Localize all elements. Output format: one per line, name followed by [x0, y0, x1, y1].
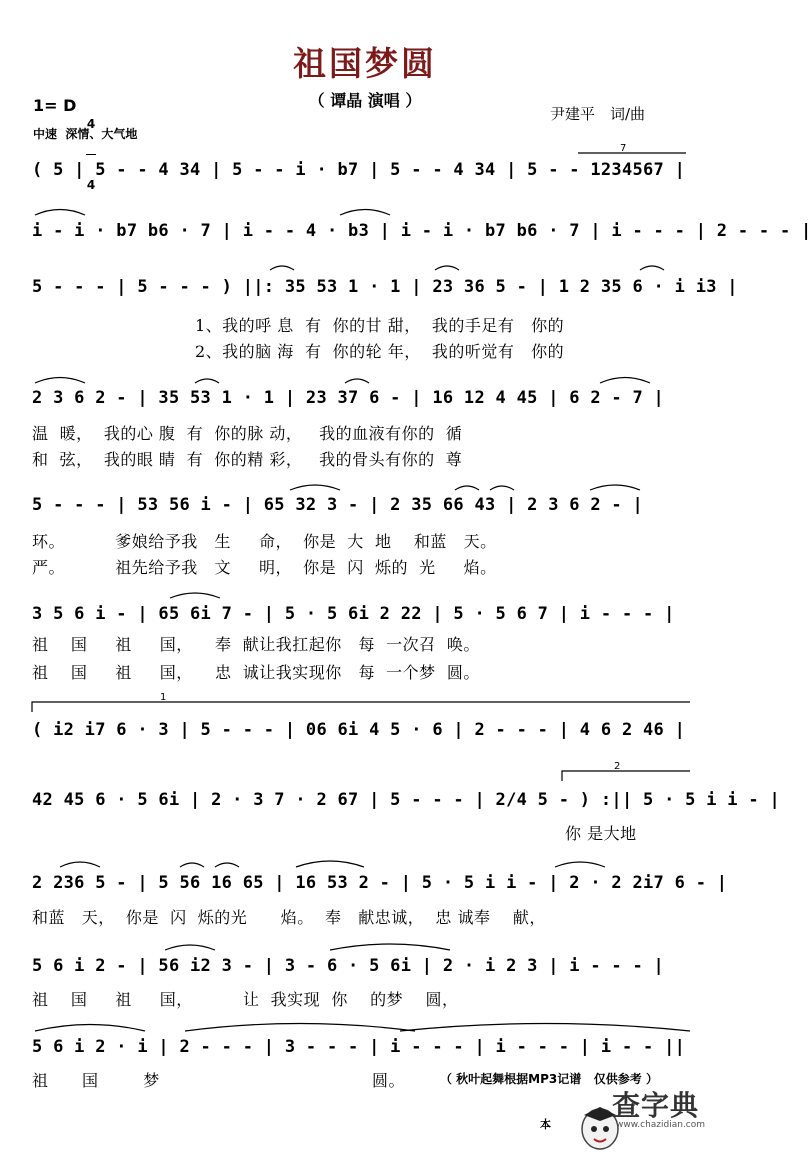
- volta-number-2: 2: [614, 761, 621, 772]
- tempo-marking: 中速 深情、大气地: [33, 127, 138, 141]
- lyric-row-4-v2: 和 弦， 我的眼 睛 有 你的精 彩， 我的骨头有你的 尊: [32, 450, 463, 469]
- slur: [270, 266, 294, 270]
- lyric-row-3-v2: 2、我的脑 海 有 你的轮 年， 我的听觉有 你的: [195, 342, 565, 361]
- slur: [290, 485, 340, 490]
- slur: [180, 863, 204, 867]
- lyric-row-5-v1: 环。 爹娘给予我 生 命， 你是 大 地 和蓝 天。: [32, 532, 497, 551]
- volta-bracket-1: [32, 702, 690, 712]
- notation-row-9: 2 236 5 - | 5 56 16 65 | 16 53 2 - | 5 · 5 i i - | 2 · 2 2i7 6 - |: [32, 873, 728, 893]
- slur: [455, 486, 479, 490]
- lyric-row-11: 祖 国 梦 圆。: [32, 1071, 405, 1090]
- slur: [35, 210, 85, 216]
- slur: [600, 378, 650, 384]
- slur: [296, 861, 364, 867]
- slur: [215, 863, 239, 867]
- watermark-prefix: 本: [540, 1118, 551, 1131]
- time-signature-bottom: 4: [86, 178, 96, 192]
- slur: [165, 945, 215, 950]
- notation-row-7: ( i2 i7 6 · 3 | 5 - - - | 06 6i 4 5 · 6 | 2 - - - | 4 6 2 46 |: [32, 720, 686, 740]
- page-title: 祖国梦圆: [293, 44, 437, 83]
- notation-row-3: 5 - - - | 5 - - - ) ||: 35 53 1 · 1 | 23 36 5 - | 1 2 35 6 · i i3 |: [32, 277, 738, 297]
- lyric-row-6-v2: 祖 国 祖 国， 忠 诚让我实现你 每 一个梦 圆。: [32, 663, 480, 682]
- lyric-row-10: 祖 国 祖 国， 让 我实现 你 的梦 圆，: [32, 990, 459, 1009]
- slur: [555, 862, 605, 867]
- slur: [345, 379, 369, 383]
- lyric-row-6-v1: 祖 国 祖 国， 奉 献让我扛起你 每 一次召 唤。: [32, 635, 480, 654]
- slur: [170, 593, 220, 598]
- slur: [195, 379, 219, 383]
- lyric-row-3-v1: 1、我的呼 息 有 你的甘 甜， 我的手足有 你的: [195, 316, 565, 335]
- tuplet-number: 7: [620, 143, 627, 154]
- slur: [400, 1024, 690, 1032]
- slur: [35, 1025, 145, 1032]
- credits: 尹建平 词/曲: [550, 105, 646, 123]
- key-signature: 1= D: [33, 96, 77, 115]
- notation-row-5: 5 - - - | 53 56 i - | 65 32 3 - | 2 35 66 43 | 2 3 6 2 - |: [32, 495, 644, 515]
- lyric-row-4-v1: 温 暖， 我的心 腹 有 你的脉 动， 我的血液有你的 循: [32, 424, 463, 443]
- notation-row-11: 5 6 i 2 · i | 2 - - - | 3 - - - | i - - - | i - - - | i - - ||: [32, 1037, 686, 1057]
- volta-number-1: 1: [160, 692, 167, 703]
- notation-row-2: i - i · b7 b6 · 7 | i - - 4 · b3 | i - i · b7 b6 · 7 | i - - - | 2 - - - |: [32, 221, 812, 241]
- notation-row-4: 2 3 6 2 - | 35 53 1 · 1 | 23 37 6 - | 16 12 4 45 | 6 2 - 7 |: [32, 388, 665, 408]
- slur: [340, 210, 390, 216]
- lyric-row-9: 和蓝 天， 你是 闪 烁的光 焰。 奉 献忠诚， 忠 诚奉 献，: [32, 908, 546, 927]
- slur: [60, 862, 100, 867]
- slur: [35, 378, 85, 384]
- volta-bracket-2: [562, 771, 690, 781]
- notation-row-10: 5 6 i 2 - | 56 i2 3 - | 3 - 6 · 5 6i | 2 · i 2 3 | i - - - |: [32, 956, 665, 976]
- time-signature-top: 4: [86, 117, 96, 131]
- watermark-url: www.chazidian.com: [616, 1120, 706, 1130]
- slur: [330, 944, 450, 950]
- slur: [435, 266, 459, 270]
- slur: [185, 1024, 415, 1032]
- transcription-note: （ 秋叶起舞根据MP3记谱 仅供参考 ）: [440, 1072, 658, 1086]
- watermark-text: 查字典: [612, 1089, 700, 1122]
- lyric-row-8: 你 是大地: [565, 824, 637, 843]
- slur: [640, 266, 664, 270]
- notation-row-6: 3 5 6 i - | 65 6i 7 - | 5 · 5 6i 2 22 | 5 · 5 6 7 | i - - - |: [32, 604, 675, 624]
- slur: [590, 485, 640, 490]
- performer: （ 谭晶 演唱 ）: [308, 91, 422, 110]
- notation-row-8: 42 45 6 · 5 6i | 2 · 3 7 · 2 67 | 5 - - - | 2/4 5 - ) :|| 5 · 5 i i - |: [32, 790, 780, 810]
- slur: [490, 486, 514, 490]
- lyric-row-5-v2: 严。 祖先给予我 文 明， 你是 闪 烁的 光 焰。: [32, 558, 497, 577]
- notation-row-1: ( 5 | 5 - - 4 34 | 5 - - i · b7 | 5 - - 4 34 | 5 - - 1234567 |: [32, 160, 686, 180]
